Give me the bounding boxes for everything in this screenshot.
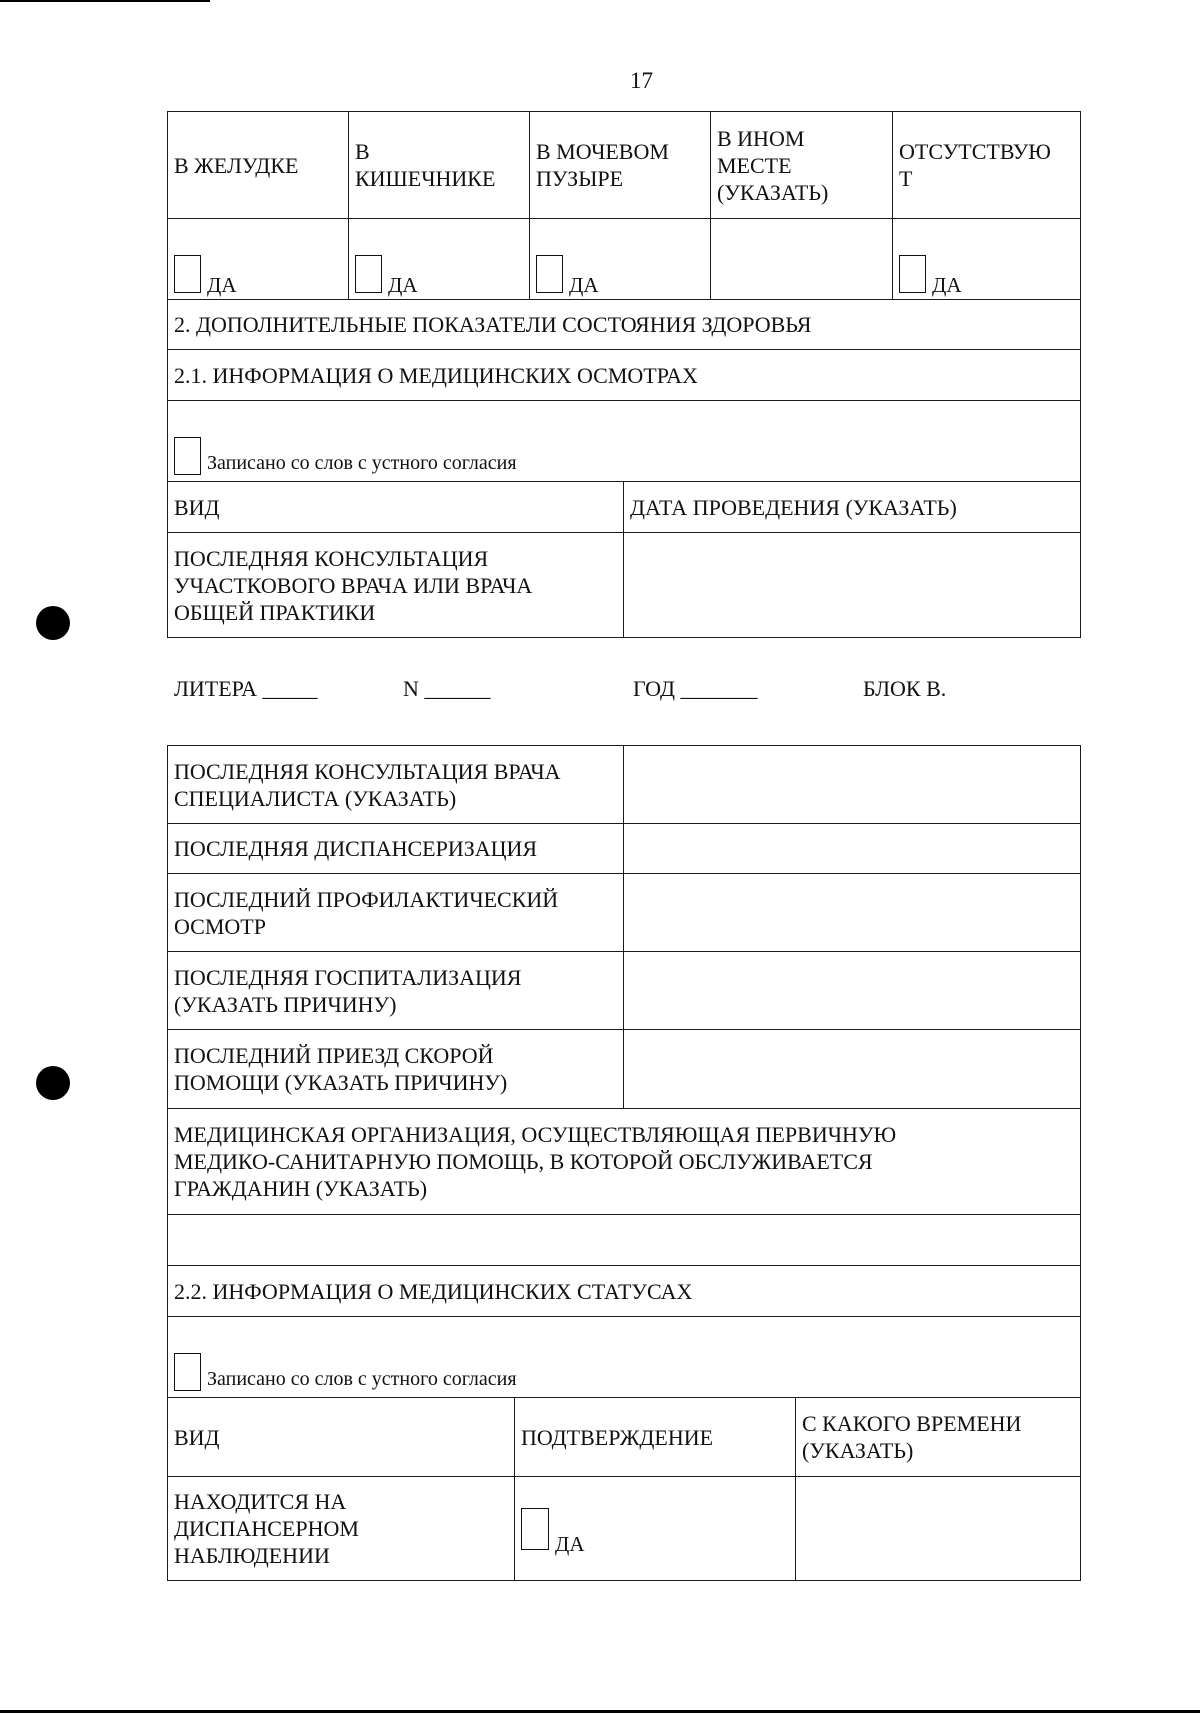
top-edge-line [0,0,210,2]
checkbox-consent-22[interactable] [174,1353,201,1391]
cell-bladder-yes: ДА [529,218,711,300]
consent-row-22: Записано со слов с устного согласия [167,1316,1081,1398]
checkbox-intestine[interactable] [355,255,382,293]
bottom-edge-line [0,1710,1200,1713]
cell-dispanser-confirm: ДА [514,1476,796,1581]
input-other-place[interactable] [710,218,893,300]
row-prophylactic: ПОСЛЕДНИЙ ПРОФИЛАКТИЧЕСКИЙ ОСМОТР [167,873,624,952]
litera-field[interactable]: ЛИТЕРА _____ [174,676,318,701]
litera-row [174,676,1004,706]
section-2-title: 2. ДОПОЛНИТЕЛЬНЫЕ ПОКАЗАТЕЛИ СОСТОЯНИЯ ЗДОРОВЬЯ [167,299,1081,350]
status-col-confirm: ПОДТВЕРЖДЕНИЕ [514,1397,796,1477]
input-dispanser-since[interactable] [795,1476,1081,1581]
n-field[interactable]: N ______ [403,676,491,701]
header-bladder: В МОЧЕВОМ ПУЗЫРЕ [529,111,711,219]
header-other-place: В ИНОМ МЕСТЕ (УКАЗАТЬ) [710,111,893,219]
cell-intestine-yes: ДА [348,218,530,300]
section-22-title: 2.2. ИНФОРМАЦИЯ О МЕДИЦИНСКИХ СТАТУСАХ [167,1265,1081,1317]
checkbox-dispanser-confirm[interactable] [521,1508,549,1550]
checkbox-absent[interactable] [899,255,926,293]
row-hospitalization: ПОСЛЕДНЯЯ ГОСПИТАЛИЗАЦИЯ (УКАЗАТЬ ПРИЧИНУ) [167,951,624,1030]
input-dispanserization-date[interactable] [623,823,1081,874]
checkbox-consent-21[interactable] [174,437,201,475]
punch-hole-top [36,606,70,640]
checkbox-bladder[interactable] [536,255,563,293]
input-specialist-date[interactable] [623,745,1081,824]
input-last-consult-gp-date[interactable] [623,532,1081,638]
row-last-consult-gp: ПОСЛЕДНЯЯ КОНСУЛЬТАЦИЯ УЧАСТКОВОГО ВРАЧА ИЛИ ВРАЧА ОБЩЕЙ ПРАКТИКИ [167,532,624,638]
input-prophylactic-date[interactable] [623,873,1081,952]
input-ambulance-date[interactable] [623,1029,1081,1109]
col-header-vid: ВИД [167,481,624,533]
input-hospitalization-date[interactable] [623,951,1081,1030]
consent-row-21: Записано со слов с устного согласия [167,400,1081,482]
status-col-since: С КАКОГО ВРЕМЕНИ (УКАЗАТЬ) [795,1397,1081,1477]
cell-absent-yes: ДА [892,218,1081,300]
section-21-title: 2.1. ИНФОРМАЦИЯ О МЕДИЦИНСКИХ ОСМОТРАХ [167,349,1081,401]
cell-stomach-yes: ДА [167,218,349,300]
blok-label: БЛОК В. [863,676,947,701]
status-col-vid: ВИД [167,1397,515,1477]
row-dispanser-observation: НАХОДИТСЯ НА ДИСПАНСЕРНОМ НАБЛЮДЕНИИ [167,1476,515,1581]
header-stomach: В ЖЕЛУДКЕ [167,111,349,219]
header-absent: ОТСУТСТВУЮ Т [892,111,1081,219]
god-field[interactable]: ГОД _______ [633,676,758,701]
col-header-date: ДАТА ПРОВЕДЕНИЯ (УКАЗАТЬ) [623,481,1081,533]
row-specialist: ПОСЛЕДНЯЯ КОНСУЛЬТАЦИЯ ВРАЧА СПЕЦИАЛИСТА (УКАЗАТЬ) [167,745,624,824]
row-dispanserization: ПОСЛЕДНЯЯ ДИСПАНСЕРИЗАЦИЯ [167,823,624,874]
input-med-org[interactable] [167,1214,1081,1266]
checkbox-stomach[interactable] [174,255,201,293]
row-ambulance: ПОСЛЕДНИЙ ПРИЕЗД СКОРОЙ ПОМОЩИ (УКАЗАТЬ ПРИЧИНУ) [167,1029,624,1109]
header-intestine: В КИШЕЧНИКЕ [348,111,530,219]
page-number: 17 [630,68,653,93]
punch-hole-bottom [36,1066,70,1100]
row-med-org: МЕДИЦИНСКАЯ ОРГАНИЗАЦИЯ, ОСУЩЕСТВЛЯЮЩАЯ ПЕРВИЧНУЮ МЕДИКО-САНИТАРНУЮ ПОМОЩЬ, В КОТОРОЙ ОБСЛУЖИВАЕТСЯ ГРАЖДАНИН (УКАЗАТЬ) [167,1108,1081,1215]
